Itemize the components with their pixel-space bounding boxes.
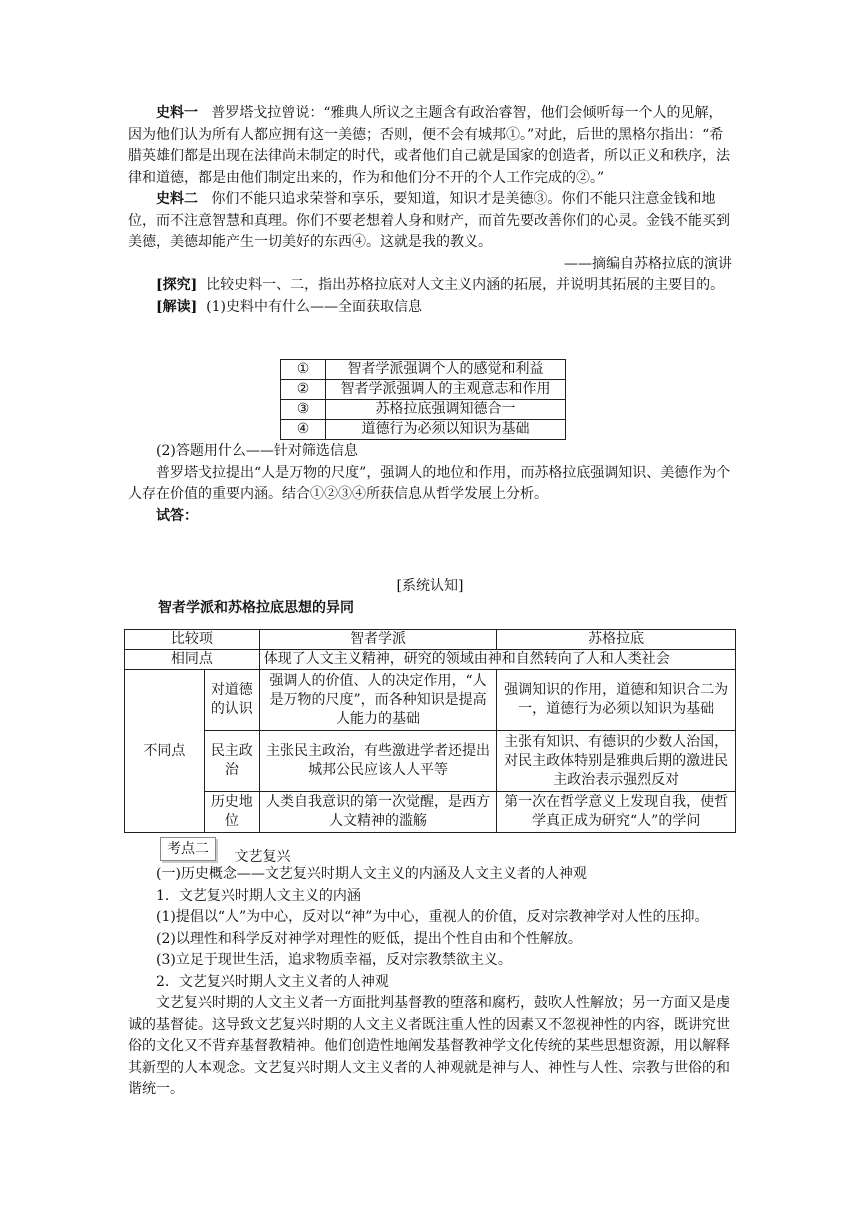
same-label: 相同点 bbox=[125, 650, 260, 670]
info-num: ① bbox=[281, 360, 326, 380]
table-row bbox=[125, 670, 736, 731]
diff-sophist: 主张民主政治，有些激进学者还提出城邦公民应该人人平等 bbox=[259, 731, 497, 792]
kd2-concept: (一)历史概念——文艺复兴时期人文主义的内涵及人文主义者的人神观 bbox=[156, 866, 587, 882]
answer-section bbox=[128, 441, 732, 527]
table-row bbox=[125, 630, 736, 650]
explore-label: [探究] bbox=[156, 277, 198, 293]
system-title: 智者学派和苏格拉底思想的异同 bbox=[158, 600, 354, 616]
diff-item: 历史地位 bbox=[204, 792, 259, 833]
interpret-step2: (2)答题用什么——针对筛选信息 bbox=[156, 443, 358, 459]
header-sophist: 智者学派 bbox=[259, 630, 497, 650]
kd2-paragraph: 文艺复兴时期的人文主义者一方面批判基督教的堕落和腐朽，鼓吹人性解放；另一方面又是虔诚的基督徒。这导致文艺复兴时期的人文主义者既注重人性的因素又不忽视神性的内容，既讲究世俗的文化又不背弃基督教精神。他们创造性地阐发基督教神学文化传统的某些思想资源，用以解释其新型的人本观念。文艺复兴时期人文主义者的人神观就是神与人、神性与人性、宗教与世俗的和谐统一。 bbox=[128, 995, 730, 1097]
system-heading: [系统认知] bbox=[396, 578, 464, 594]
diff-label: 不同点 bbox=[125, 670, 205, 833]
kd2-tag: 考点二 bbox=[160, 837, 216, 861]
diff-item: 对道德的认识 bbox=[204, 670, 259, 731]
kd2-point-1: (1)提倡以“人”为中心，反对以“神”为中心，重视人的价值，反对宗教神学对人性的压抑。 bbox=[156, 909, 709, 925]
explore-question bbox=[128, 275, 732, 297]
info-text: 智者学派强调人的主观意志和作用 bbox=[326, 380, 566, 400]
material-two-label: 史料二 bbox=[156, 191, 198, 207]
kd2-section bbox=[128, 864, 732, 1101]
material-one-label: 史料一 bbox=[156, 105, 198, 121]
kd2-point-2: (2)以理性和科学反对神学对理性的贬低，提出个性自由和个性解放。 bbox=[156, 930, 582, 947]
kd2-heading-2: 2．文艺复兴时期人文主义者的人神观 bbox=[156, 973, 389, 990]
interpret-label: [解读] bbox=[156, 298, 198, 315]
kd2-point-3: (3)立足于现世生活，追求物质幸福，反对宗教禁欲主义。 bbox=[156, 952, 512, 968]
header-compare: 比较项 bbox=[125, 630, 260, 650]
material-one bbox=[128, 103, 732, 189]
table-row bbox=[281, 360, 566, 380]
diff-item: 民主政治 bbox=[204, 731, 259, 792]
diff-socrates: 强调知识的作用，道德和知识合二为一，道德行为必须以知识为基础 bbox=[497, 670, 736, 731]
diff-sophist: 强调人的价值、人的决定作用，“人是万物的尺度”，而各种知识是提高人能力的基础 bbox=[259, 670, 497, 731]
table-row bbox=[125, 650, 736, 670]
info-text: 道德行为必须以知识为基础 bbox=[326, 420, 566, 440]
answer-label: 试答： bbox=[156, 507, 198, 524]
table-row bbox=[125, 731, 736, 792]
interpret-step1-text: (1)史料中有什么——全面获取信息 bbox=[206, 298, 422, 315]
info-text: 苏格拉底强调知德合一 bbox=[326, 400, 566, 420]
table-row bbox=[281, 380, 566, 400]
diff-sophist: 人类自我意识的第一次觉醒，是西方人文精神的滥觞 bbox=[259, 792, 497, 833]
kd2-heading-1: 1．文艺复兴时期人文主义的内涵 bbox=[156, 887, 361, 904]
diff-socrates: 主张有知识、有德识的少数人治国，对民主政体特别是雅典后期的激进民主政治表示强烈反对 bbox=[497, 731, 736, 792]
material-two-text: 你们不能只追求荣誉和享乐，要知道，知识才是美德③。你们不能只注意金钱和地位，而不注意智慧和真理。你们不要老想着人身和财产，而首先要改善你们的心灵。金钱不能买到美德，美德却能产生一切美好的东西④。这就是我的教义。 bbox=[128, 191, 730, 250]
table-row bbox=[281, 420, 566, 440]
kd2-header bbox=[160, 837, 291, 865]
material-two-source: ——摘编自苏格拉底的演讲 bbox=[564, 255, 732, 272]
material-one-text: 普罗塔戈拉曾说：“雅典人所议之主题含有政治睿智，他们会倾听每一个人的见解，因为他们认为所有人都应拥有这一美德；否则，便不会有城邦①。”对此，后世的黑格尔指出：“希腊英雄们都是出现在法律尚未制定的时代，或者他们自己就是国家的创造者，所以正义和秩序，法律和道德，都是由他们制定出来的，作为和他们分不开的个人工作完成的②。” bbox=[128, 105, 730, 186]
info-num: ④ bbox=[281, 420, 326, 440]
explore-text: 比较史料一、二，指出苏格拉底对人文主义内涵的拓展，并说明其拓展的主要目的。 bbox=[206, 277, 725, 293]
comparison-table bbox=[124, 629, 736, 833]
same-text: 体现了人文主义精神，研究的领域由神和自然转向了人和人类社会 bbox=[259, 650, 735, 670]
diff-socrates: 第一次在哲学意义上发现自我，使哲学真正成为研究“人”的学问 bbox=[497, 792, 736, 833]
kd2-title: 文艺复兴 bbox=[234, 849, 291, 865]
table-row bbox=[281, 400, 566, 420]
header-socrates: 苏格拉底 bbox=[497, 630, 736, 650]
interpret-step2-text: 普罗塔戈拉提出“人是万物的尺度”，强调人的地位和作用，而苏格拉底强调知识、美德作为个人存在价值的重要内涵。结合①②③④所获信息从哲学发展上分析。 bbox=[128, 464, 731, 502]
info-text: 智者学派强调个人的感觉和利益 bbox=[326, 360, 566, 380]
materials-section bbox=[128, 103, 732, 318]
material-two bbox=[128, 189, 732, 254]
table-row bbox=[125, 792, 736, 833]
info-num: ③ bbox=[281, 400, 326, 420]
info-table bbox=[280, 359, 566, 440]
info-num: ② bbox=[281, 380, 326, 400]
interpret-step1 bbox=[128, 297, 732, 319]
